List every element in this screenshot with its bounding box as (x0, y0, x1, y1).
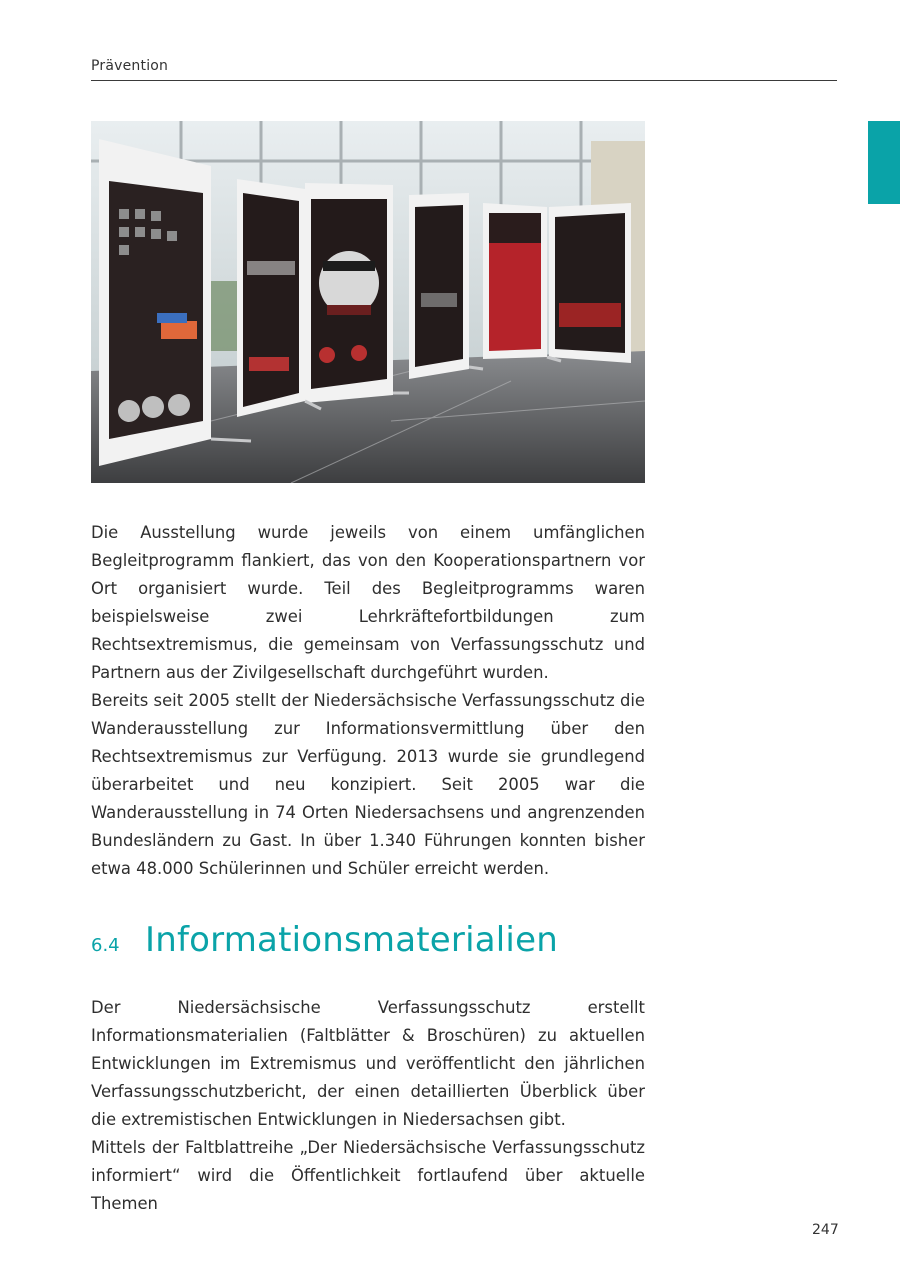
section-heading (91, 920, 558, 970)
paragraph: Bereits seit 2005 stellt der Niedersächsische Verfassungsschutz die Wanderausstellung zur Informationsvermittlung über den Rechtsextremismus zur Verfügung. 2013 wurde sie grundlegend überarbeitet und neu konzipiert. Seit 2005 war die Wanderausstellung in 74 Orten Niedersachsens und angrenzenden Bundesländern zu Gast. In über 1.340 Führungen konnten bisher etwa 48.000 Schülerinnen und Schüler erreicht werden. (91, 691, 645, 878)
exhibition-photo (91, 121, 645, 483)
chapter-side-tab (868, 121, 900, 204)
paragraph: Die Ausstellung wurde jeweils von einem umfänglichen Begleitprogramm flankiert, das von den Kooperationspartnern vor Ort organisiert wurde. Teil des Begleitprogramms waren beispielsweise zwei Lehrkräftefortbildungen zum Rechtsextremismus, die gemeinsam von Verfassungsschutz und Partnern aus der Zivilgesellschaft durchgeführt wurden. (91, 523, 645, 682)
page-number: 247 (812, 1222, 839, 1238)
body-text-block-2 (91, 994, 645, 1218)
section-number: 6.4 (91, 935, 120, 956)
paragraph: Der Niedersächsische Verfassungsschutz erstellt Informationsmaterialien (Faltblätter & Broschüren) zu aktuellen Entwicklungen im Extremismus und veröffentlicht den jährlichen Verfassungsschutzbericht, der einen detaillierten Überblick über die extremistischen Entwicklungen in Niedersachsen gibt. (91, 998, 645, 1129)
header-rule (91, 80, 837, 81)
section-title: Informationsmaterialien (145, 920, 558, 960)
running-header: Prävention (91, 58, 169, 74)
paragraph: Mittels der Faltblattreihe „Der Niedersächsische Verfassungsschutz informiert“ wird die Öffentlichkeit fortlaufend über aktuelle Themen (91, 1138, 645, 1213)
body-text-block-1 (91, 519, 645, 883)
